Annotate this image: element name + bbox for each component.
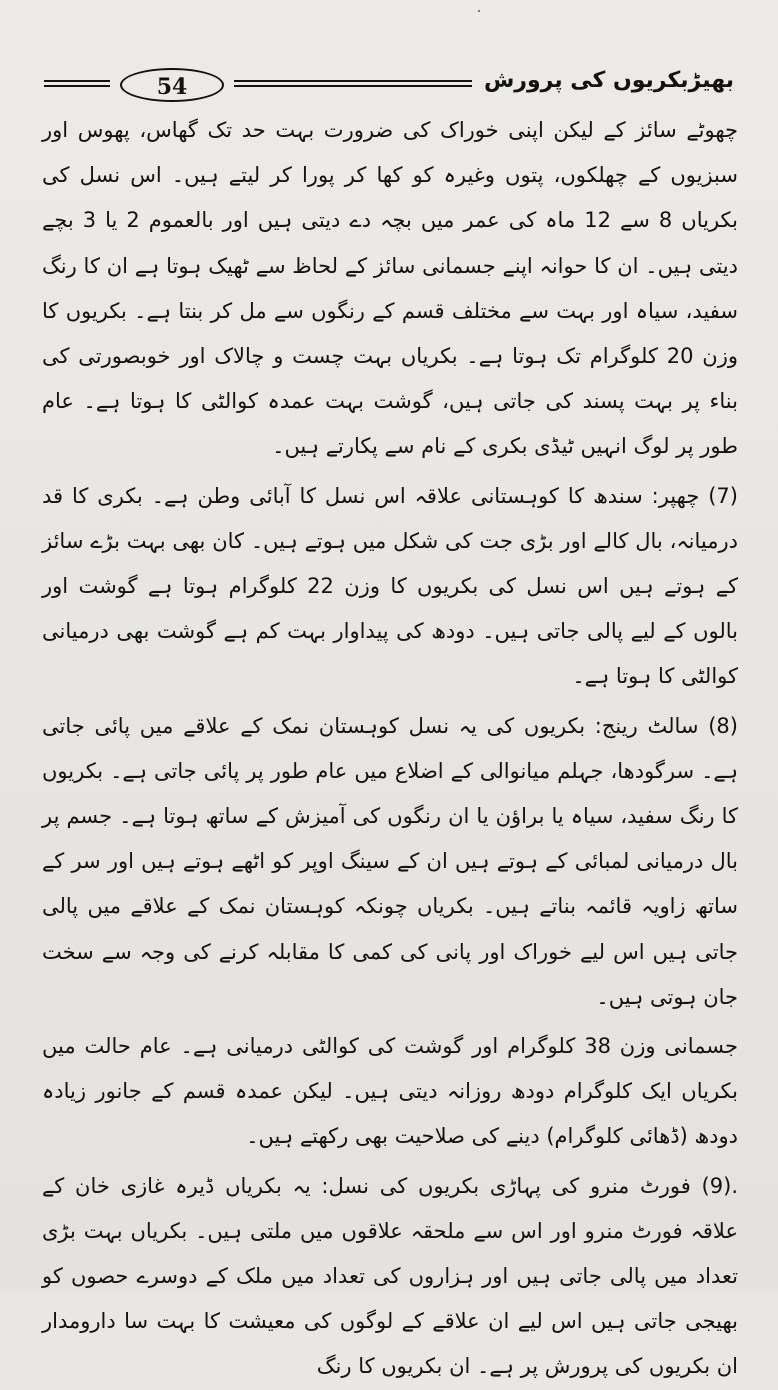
page-speck — [478, 10, 480, 12]
paragraph-intro: چھوٹے سائز کے لیکن اپنی خوراک کی ضرورت بہت حد تک گھاس، پھوس اور سبزیوں کے چھلکوں، پتوں وغیرہ کو کھا کر پورا کر لیتے ہیں۔ اس نسل کی بکریاں 8 سے 12 ماہ کی عمر میں بچہ دے دیتی ہیں اور بالعموم 2 یا 3 بچے دیتی ہیں۔ ان کا حوانہ اپنے جسمانی سائز کے لحاظ سے ٹھیک ہوتا ہے ان کا رنگ سفید، سیاہ اور بہت سے مختلف قسم کے رنگوں سے مل کر بنتا ہے۔ بکریوں کا وزن 20 کلوگرام تک ہوتا ہے۔ بکریاں بہت چست و چالاک اور خوبصورتی کی بناء پر بہت پسند کی جاتی ہیں، گوشت بہت عمدہ کوالٹی کا ہوتا ہے۔ عام طور پر لوگ انہیں ٹیڈی بکری کے نام سے پکارتے ہیں۔ — [42, 118, 738, 459]
paragraph-fort-munro: .(9) فورٹ منرو کی پہاڑی بکریوں کی نسل: یہ بکریاں ڈیرہ غازی خان کے علاقہ فورٹ منرو اور اس سے ملحقہ علاقوں میں ملتی ہیں۔ بکریاں بہت بڑی تعداد میں پالی جاتی ہیں اور ہزاروں کی تعداد میں ملک کے دوسرے حصوں کو بھیجی جاتی ہیں اس لیے ان علاقے کے لوگوں کی معیشت کا بہت سا دارومدار ان بکریوں کی پرورش پر ہے۔ ان بکریوں کا رنگ — [42, 1173, 738, 1379]
page-header — [44, 64, 734, 110]
paragraph-weight: جسمانی وزن 38 کلوگرام اور گوشت کی کوالٹی درمیانی ہے۔ عام حالت میں بکریاں ایک کلوگرام دودھ روزانہ دیتی ہیں۔ لیکن عمدہ قسم کے جانور زیادہ دودھ (ڈھائی کلوگرام) دینے کی صلاحیت بھی رکھتے ہیں۔ — [42, 1034, 738, 1149]
page-body — [42, 108, 738, 1390]
page-number: 54 — [120, 68, 224, 102]
header-rule-left — [44, 80, 110, 87]
header-rule-right — [234, 80, 472, 87]
paragraph-salt-range: (8) سالٹ رینج: بکریوں کی یہ نسل کوہستان نمک کے علاقے میں پائی جاتی ہے۔ سرگودھا، جہلم میانوالی کے اضلاع میں عام طور پر پائی جاتی ہے۔ بکریوں کا رنگ سفید، سیاہ یا براؤن یا ان رنگوں کی آمیزش کے ساتھ ہوتا ہے۔ جسم پر بال درمیانی لمبائی کے ہوتے ہیں ان کے سینگ اوپر کو اٹھے ہوتے ہیں اور سر کے ساتھ زاویہ قائمہ بناتے ہیں۔ بکریاں چونکہ کوہستان نمک کے علاقے میں پالی جاتی ہیں اس لیے خوراک اور پانی کی کمی کا مقابلہ کرنے کی وجہ سے سخت جان ہوتی ہیں۔ — [42, 713, 738, 1009]
running-title: بھیڑبکریوں کی پرورش — [483, 68, 734, 93]
paragraph-chhapar: (7) چھپر: سندھ کا کوہستانی علاقہ اس نسل کا آبائی وطن ہے۔ بکری کا قد درمیانہ، بال کالے اور بڑی جت کی شکل میں ہوتے ہیں۔ کان بھی بہت بڑے سائز کے ہوتے ہیں اس نسل کی بکریوں کا وزن 22 کلوگرام ہوتا ہے گوشت اور بالوں کے لیے پالی جاتی ہیں۔ دودھ کی پیداوار بہت کم ہے گوشت بھی درمیانی کوالٹی کا ہوتا ہے۔ — [42, 483, 739, 689]
